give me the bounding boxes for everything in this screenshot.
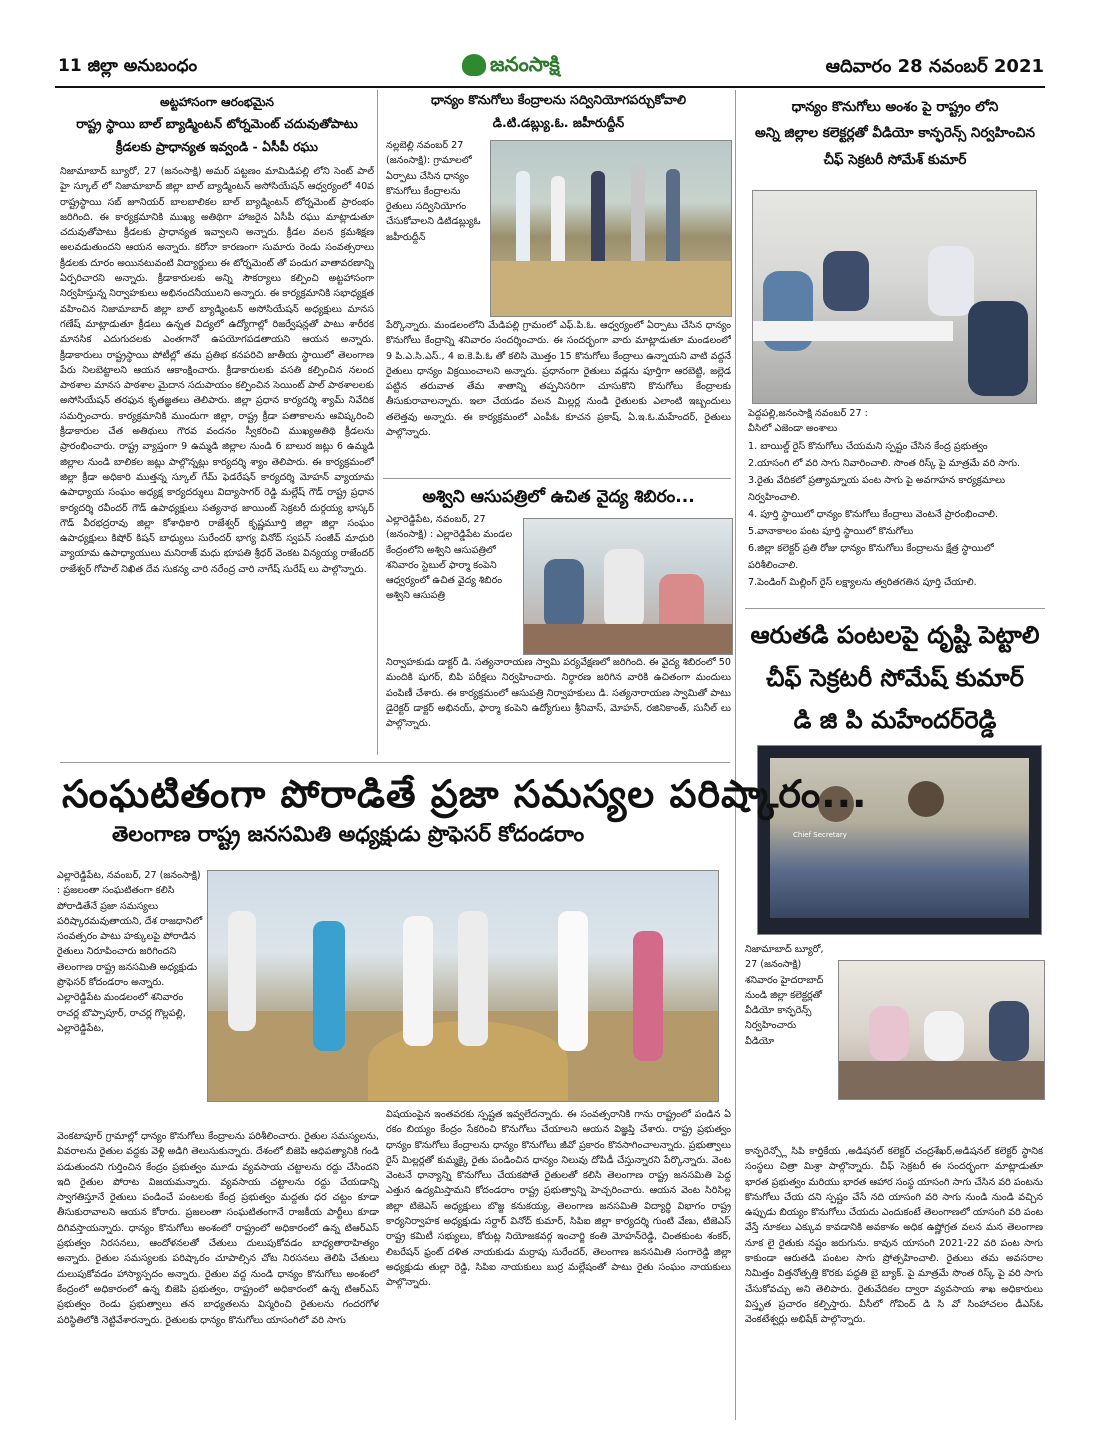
agenda-item: 7.పెండింగ్ మిల్లింగ్ రైస్ లక్ష్యాలను త్వరితగతిన పూర్తి చేయాలి. bbox=[748, 577, 977, 588]
story5-title-line: ఆరుతడి పంటలపై దృష్టి పెట్టాలి bbox=[750, 621, 1040, 649]
story3-body: నిర్వాహకుడు డాక్టర్ డి. సత్యనారాయణ స్వామి పర్యవేక్షణలో జరిగింది. ఈ వైద్య శిబిరంలో 50 మందికి షుగర్, బిపి పరీక్షలు నిర్వహించారు. నిర్ధారణ జరిగిన వారికి ఉచితంగా మందులు పంపిణీ చేశారు. ఈ కార్యక్రమంలో ఆసుపత్రి నిర్వాహకులు డి. సత్యనారాయణ స్వామితో పాటు డైరెక్టర్ డాక్టర్ అభినయ్, ఫార్మా కంపెని ఉద్యోగులు శ్రీనివాస్, మోహన్, రజినికాంత్, సునీల్ లు పాల్గొన్నారు. bbox=[386, 657, 731, 730]
section-divider bbox=[383, 478, 731, 479]
story1-kicker: అట్టహాసంగా ఆరంభమైన bbox=[160, 95, 274, 109]
column-divider bbox=[377, 90, 378, 755]
story2-title-line: ధాన్యం కొనుగోలు కేంద్రాలను సద్వినియోగపర్చుకోవాలి bbox=[430, 92, 687, 107]
page-number: 11 జిల్లా అనుబంధం bbox=[58, 56, 198, 76]
agenda-item: 3.రైతు వేదికలో ప్రత్యామ్నాయ పంట సాగు పై అవగాహన కార్యక్రమాలు నిర్వహించాలి. bbox=[748, 475, 1006, 503]
story5-body: కాన్ఫరెన్స్లో సిపి కార్తికేయ ,అడిషనల్ కలెక్టర్ చంద్రశేఖర్,అడిషనల్ కలెక్టర్ స్థానిక సంస్థలు చిత్రా మిశ్రా పాల్గొన్నారు. చీఫ్ సెక్రటరీ ఈ సందర్భంగా మాట్లాడుతూ భారత ప్రభుత్వం మరియు భారత ఆహార సంస్థ యాసంగి సాగు చేసిన వరి పంటను కొనుగోలు చేయ దని స్పష్టం చేసే నది యాసంగి వరి సాగు నుండి నుండి వచ్చిన ఉప్పుడు బియ్యం కొనుగోలు చేయదు ఎందుకంటే తెలంగాణలో యాసంగి వరి పంట వేస్తే నూకలు ఎక్కువ కావడానికి అవకాశం అధిక ఉష్ణోగ్రత వలన మన తెలంగాణ నూక లై రైతుకు నష్టం జరుగును. కావున యాసంగి 2021-22 వరి పంట సాగు కాకుండా ఆరుతడి పంటల సాగు ప్రోత్సహించాలి. రైతులు తమ అవసరాల నిమిత్తం విత్తనోత్పత్తి కొరకు పద్ధతి బై బ్యాక్. పై మాత్రమే సొంత రిస్క్ పై వరి సాగు చేసుకోవచ్చు అని తెలిపారు. రైతువేదికల ద్వారా వ్యవసాయ శాఖ అధికారులు విస్తృత ప్రచారం కల్పిస్తారు. వీసీలో గోవింద్ డి సి వో సింహాచలం డీఎస్ఓ వెంకటేశ్వర్లు అభిషేక్ పాల్గొన్నారు. bbox=[745, 1146, 1043, 1326]
story1-title-line: రాష్ట్ర స్థాయి బాల్ బ్యాడ్మింటన్ టోర్నమెంట్ చదువుతోపాటు bbox=[76, 116, 358, 131]
section-divider bbox=[745, 608, 1045, 609]
story5-title-line: డి జి పి మహేందర్‌రెడ్డి bbox=[793, 706, 997, 735]
section-divider bbox=[60, 762, 730, 763]
agenda-item: 1. బాయిల్డ్ రైస్ కొనుగోలు చేయమని స్పష్టం చేసిన కేంద్ర ప్రభుత్వం bbox=[748, 441, 988, 452]
story3-title: అశ్విని ఆసుపత్రిలో ఉచిత వైద్య శిబిరం... bbox=[422, 487, 695, 507]
issue-date: ఆదివారం 28 నవంబర్ 2021 bbox=[825, 56, 1044, 77]
leaf-icon bbox=[462, 54, 486, 76]
story4-agenda-list bbox=[748, 438, 1043, 603]
screen-label: Chief Secretary bbox=[793, 831, 847, 839]
agenda-item: 5.వానాకాలం పంట పూర్తి స్థాయిలో కొనుగోలు bbox=[748, 526, 914, 537]
story6-col2: విషయంపైన ఇంతవరకు స్పష్టత ఇవ్వలేదన్నారు. ఈ సంవత్సరానికి గాను రాష్ట్రంలో పండిన ఏ రకం బియ్యం కేంద్రం సేకరించి కొనుగోలు చేయాలని ఆయన విజ్ఞప్తి చేశారు. రాష్ట్ర ప్రభుత్వం ధాన్యం కొనుగోలు కేంద్రాలను ధాన్యం కొనుగోలు జీవో ప్రకారం కొనసాగించాలన్నారు. ప్రభుత్వాలు రైస్ మిల్లర్లతో కుమ్మక్కై రైతు పండించిన ధాన్యం నిలువు దోపిడీ చేస్తున్నారని పేర్కొన్నారు. వెంట వెంటనే ధాన్యాన్ని కొనుగోలు చేయకపోతే రైతులతో కలిసి తెలంగాణ రాష్ట్ర జనసమితి పెద్ద ఎత్తున ఉద్యమిస్తామని కోదండరాం రాష్ట్ర ప్రభుత్వాన్ని హెచ్చరించారు. ఆయన వెంట సిరిసిల్ల జిల్లా టిజెఎస్ అధ్యక్షులు బొజ్జ కనుకయ్య, తెలంగాణ జనసమితి విద్యార్థి విభాగం రాష్ట్ర కార్యనిర్వాహక అధ్యక్షుడు సర్దార్ వినోద్ కుమార్, సిపిఐ జిల్లా కార్యదర్శి గుంటి వేణు, టిజెఎస్ రాష్ట్ర కమిటీ సభ్యులు, కోరుట్ల నియోజకవర్గ ఇంచార్జి కంతి మోహన్‌రెడ్డి, చింతకుంట శంకర్, లిబరేషన్ ఫ్రంట్ దళిత నాయకుడు మర్రాపు సురేందర్, తెలంగాణ జనసమితి సంగారెడ్డి జిల్లా అధ్యక్షుడు తుల్లా రెడ్డి, సిపిఐ నాయకులు బుర్ర మల్లేషంతో పాటు రైతు సంఘం నాయకులు పాల్గొన్నారు. bbox=[386, 1109, 731, 1289]
story2-body: పేర్కొన్నారు. మండలంలోని మేడిపల్లి గ్రామంలో ఎఫ్.పి.ఓ. ఆధ్వర్యంలో ఏర్పాటు చేసిన ధాన్యం కొనుగోలు కేంద్రాన్ని శనివారం సందర్శించారు. ఈ సందర్భంగా వారు మాట్లాడుతూ మండలంలో 9 పి.ఎ.సి.ఎస్., 4 ఐ.కె.పి.ఓ తో కలిసి మొత్తం 15 కొనుగోలు కేంద్రాలు ఉన్నాయని వాటి వద్దనే రైతులు ధాన్యం విక్రయించాలని అన్నారు. ప్రధానంగా రైతులు వడ్లను పూర్తిగా ఆరబెట్టి, జల్లెడ పట్టిన తరువాత తేమ శాతాన్ని తప్పనిసరిగా చూసుకొని కొనుగోలు కేంద్రాలకు తీసుకురావాలన్నారు. ఇలా చేయడం వలన మిల్లర్ల నుండి రైతులకు ఎలాంటి ఇబ్బందులు తలెత్తవు అన్నారు. ఈ కార్యక్రమంలో ఎంపీఓ కూచన ప్రకాష్, ఏ.ఇ.ఓ.మహేందర్, రైతులు పాల్గొన్నారు. bbox=[386, 320, 731, 439]
photo-collectors-vc bbox=[752, 190, 1037, 404]
story4-agenda-heading: వీసిలో ఎజెండా అంశాలు bbox=[748, 423, 838, 434]
story5-title-line: చీఫ్ సెక్రటరీ సోమేష్ కుమార్ bbox=[766, 663, 1024, 692]
story4-title-line: అన్ని జిల్లాల కలెక్టర్లతో వీడియో కాన్ఫరెన్స్ నిర్వహించిన bbox=[754, 125, 1036, 142]
story4-title bbox=[745, 94, 1045, 173]
story2-lead: నల్లబెల్లి నవంబర్ 27 (జనంసాక్షి): గ్రామాలలో ఏర్పాటు చేసిన ధాన్యం కొనుగోలు కేంద్రాలను రైతులు సద్వినియోగం చేసుకోవాలని డిటిడబ్ల్యుఓ జహీరుద్దీన్ bbox=[386, 140, 481, 243]
column-divider bbox=[735, 90, 736, 1420]
logo-text: జనంసాక్షి bbox=[490, 52, 560, 76]
agenda-item: 6.జిల్లా కలెక్టర్ ప్రతి రోజు ధాన్యం కొనుగోలు కేంద్రాలను క్షేత్ర స్థాయిలో పరిశీలించాలి. bbox=[748, 543, 994, 571]
story6-subtitle: తెలంగాణ రాష్ట్ర జనసమితి అధ్యక్షుడు ప్రొఫెసర్ కోదండరాం bbox=[112, 822, 585, 846]
story4-dateline: పెద్దపల్లి,జనంసాక్షి నవంబర్ 27 : bbox=[748, 408, 868, 419]
agenda-item: 2.యాసంగి లో వరి సాగు నివారించాలి. సొంత రిస్క్ పై మాత్రమే వరి సాగు. bbox=[748, 458, 1021, 469]
story6-col1: వెంకటాపూర్ గ్రామాల్లో ధాన్యం కొనుగోలు కేంద్రాలను పరిశీలించారు. రైతుల సమస్యలను, వివరాలను రైతుల వద్దకు వెళ్లి అడిగి తెలుసుకున్నారు. దేశంలో బిజెపి ఆధిపత్యానికి గండి పడుతుందని గుర్తించిన కేంద్రం ప్రభుత్వం మూడు వ్యవసాయ చట్టాలను రద్దు చేసిందని ఇది రైతుల పోరాట విజయమన్నారు. వ్యవసాయ చట్టాలను రద్దు చేయడాన్ని స్వాగతిస్తూనే రైతులు పండించే పంటలకు కేంద్ర ప్రభుత్వం మద్దతు ధర చట్టం కూడా తీసుకురావాలని ఆయన కోరారు. ప్రజలంతా సంఘటితంగానే రాజకీయ పార్టీలు కూడా దిగివస్తాయన్నారు. ధాన్యం కొనుగోలు అంశంలో రాష్ట్రంలో అధికారంలో ఉన్న టిఆర్ఎస్ ప్రభుత్వం నిరసనలు, ఆందోళనలతో చేతులు దులుపుకోవడం బాధ్యతారాహిత్యం అన్నారు. రైతుల సమస్యలకు పరిష్కారం చూపాల్సిన చోట నిరసనలు తెలిపి చేతులు దులుపుకోవడం హాస్యాస్పదం అన్నారు. రైతుల వద్ద నుండి ధాన్యం కొనుగోలు అంశంలో కేంద్రంలో అధికారంలో ఉన్న బిజెపి ప్రభుత్వం, రాష్ట్రంలో అధికారంలో ఉన్న టిఆర్ఎస్ ప్రభుత్వం రెండు ప్రభుత్వాలు తన బాధ్యతలను విస్మరించి రైతులను గందరగోళ పరిస్థితిలోకి నెట్టివేశారన్నారు. రైతులకు ధాన్యం కొనుగోలు యాసంగిలో వరి సాగు bbox=[57, 1131, 379, 1326]
story1-title bbox=[58, 116, 376, 156]
photo-paddy-centre bbox=[490, 140, 732, 317]
photo-medical-camp bbox=[523, 518, 733, 655]
story1-body: నిజామాబాద్ బ్యూరో, 27 (జనంసాక్షి) అమర్ పట్టణం మామిడిపల్లి లోని సెంట్ పాల్ హై స్కూల్ లో నిజామాబాద్ జిల్లా బాల్ బ్యాడ్మింటన్ అసోసియేషన్ ఆధ్వర్యంలో 40వ రాష్ట్రస్థాయి సబ్ జూనియర్ బాలబాలికల బాల్ బ్యాడ్మింటన్ టోర్నమెంట్ ప్రారంభం జరిగింది. ఈ కార్యక్రమానికి ముఖ్య అతిథిగా హాజరైన ఏసీపీ రఘు మాట్లాడుతూ చదువుతోపాటు క్రీడలకు ప్రాధాన్యత ఇవ్వాలని అన్నారు. క్రీడల వలన క్రమశిక్షణ అలవడుతుందని ఆయన అన్నారు. కరోనా కారణంగా సుమారు రెండు సంవత్సరాలు క్రీడలకు దూరం అయినటువంటి విద్యార్థులు ఈ టోర్నమెంట్ తో పండుగ వాతావరణాన్ని ఏర్పరిచారని అన్నారు. క్రీడాకారులకు అన్ని సౌకర్యాలు కల్పించి అట్టహాసంగా నిర్వహిస్తున్న నిర్వాహకులు అభినందనీయులని అన్నారు. ఈ కార్యక్రమానికి సభాధ్యక్షత వహించిన నిజామాబాద్ జిల్లా బాల్ బ్యాడ్మింటన్ అసోసియేషన్ అధ్యక్షులు మానస గణేష్ మాట్లాడుతూ క్రీడలు ఉన్నత విద్యలో ఉద్యోగాల్లో రిజర్వేషన్లతో పాటు శారీరక మానసిక ఎదుగుదలకు ఎంతగానో ఉపయోగపడతాయని ఆయన అన్నారు. క్రీడాకారులు రాష్ట్రస్థాయి పోటీల్లో తమ ప్రతిభ కనపరిచి జాతీయ స్థాయిలో తెలంగాణ పేరు నిలబెట్టాలని ఆయన ఆకాంక్షించారు. క్రీడాకారులకు వసతి కల్పించిన నలంద పాఠశాల మానస పాఠశాల మైదాన సదుపాయం కల్పించిన సెయింట్ పాల్ పాఠశాలలకు అసోసియేషన్ తరఫున కృతజ్ఞతలు తెలిపారు. జిల్లా ప్రధాన కార్యదర్శి శ్యామ్ నివేదిక సమర్పించారు. కార్యక్రమానికి ముందుగా జిల్లా, రాష్ట్ర క్రీడా పతాకాలను ఆవిష్కరించి క్రీడాకారుల చేత అతిథులు గౌరవ వందనం స్వీకరించి ముఖ్యఅతిథి క్రీడలను ప్రారంభించారు. రాష్ట్ర వ్యాప్తంగా 9 ఉమ్మడి జిల్లాల నుండి 6 బాలుర జట్లు 6 ఉమ్మడి జిల్లాల నుండి బాలికల జట్లు పాల్గొన్నట్లు కార్యదర్శి శ్యాం తెలిపారు. ఈ కార్యక్రమంలో జిల్లా క్రీడా అధికారి ముత్తన్న స్కూల్ గేమ్ ఫెడరేషన్ కార్యదర్శి మోహన్ వ్యాయామ ఉపాధ్యాయ సంఘం అధ్యక్ష కార్యదర్శులు విద్యాసాగర్ రెడ్డి మల్లేష్ గౌడ్ రాష్ట్ర ప్రధాన కార్యదర్శి రవీందర్ గౌడ్ ఉపాధ్యక్షులు సత్యనాథ జాయింట్ సెక్రటరీ దుర్గయ్య భాస్కర్ గౌడ్ వీరభద్రరావు జిల్లా కోశాధికారి రాజేశ్వర్ కృష్ణమూర్తి జిల్లా జిల్లా సంఘం ఉపాధ్యక్షులు కిషోర్ కిషన్ బాధ్యులు సురేందర్ భాగ్య వినోద్ స్వపన్ సంజీవ్ మాధురి వ్యాయామ ఉపాధ్యాయులు మనిరాజ్ మధు భూపతి శ్రీధర్ వెంకట విన్యయ్య రాజేందర్ రాజేశ్వర్ గోపాల్ నిఖిత దేవ సుకన్య చారి నరేంద్ర చారి నాగేష్ సురేష్ లు పాల్గొన్నారు. bbox=[60, 166, 374, 575]
story5-title bbox=[745, 614, 1045, 742]
story1-title-line: క్రీడలకు ప్రాధాన్యత ఇవ్వండి - ఏసీపీ రఘు bbox=[116, 138, 318, 154]
story2-title-line: డి.టి.డబ్ల్యు.ఓ. జహీరుద్దీన్ bbox=[492, 114, 625, 130]
story4-title-line: ధాన్యం కొనుగోలు అంశం పై రాష్ట్రం లోని bbox=[791, 99, 999, 115]
story6-lead: ఎల్లారెడ్డిపేట, నవంబర్, 27 (జనంసాక్షి) : ప్రజలంతా సంఘటితంగా కలిసి పోరాడితేనే ప్రజా సమస్యలు పరిష్కారమవుతాయని, దేశ రాజధానిలో సంవత్సరం పాటు హక్కులపై పోరాడిన రైతులు నిరూపించారు జరిగిందని తెలంగాణ రాష్ట్ర జనసమితి అధ్యక్షుడు ప్రొఫెసర్ కోదండరాం అన్నారు. ఎల్లారెడ్డిపేట మండలంలో శనివారం రాచర్ల బొప్పాపూర్, రాచర్ల గొల్లపల్లి, ఎల్లారెడ్డిపేట, bbox=[57, 870, 203, 1034]
photo-district-vc bbox=[838, 960, 1045, 1100]
newspaper-logo bbox=[462, 50, 652, 80]
story5-lead: నిజామాబాద్ బ్యూరో, 27 (జనంసాక్షి) శనివారం హైదరాబాద్ నుండి జిల్లా కలెక్టర్లతో వీడియో కాన్ఫరెన్స్ నిర్వహించారు వీడియో bbox=[745, 944, 824, 1047]
story3-lead: ఎల్లారెడ్డిపేట, నవంబర్, 27 (జనంసాక్షి) : ఎల్లారెడ్డిపేట మండల కేంద్రంలోని అశ్విని ఆసుపత్రిలో శనివారం స్టెబుల్ ఫార్మా కంపెని ఆధ్వర్యంలో ఉచిత వైద్య శిబిరం అశ్విని ఆసుపత్రి bbox=[386, 514, 513, 602]
photo-paddy-inspection bbox=[207, 870, 719, 1102]
story4-title-line: చీఫ్ సెక్రటరీ సోమేశ్ కుమార్ bbox=[823, 151, 967, 168]
story2-title bbox=[386, 92, 731, 132]
story6-headline: సంఘటితంగా పోరాడితే ప్రజా సమస్యల పరిష్కారం... bbox=[62, 772, 868, 816]
agenda-item: 4. పూర్తి స్థాయిలో ధాన్యం కొనుగోలు కేంద్రాలు వెంటనే ప్రారంభించాలి. bbox=[748, 509, 999, 520]
